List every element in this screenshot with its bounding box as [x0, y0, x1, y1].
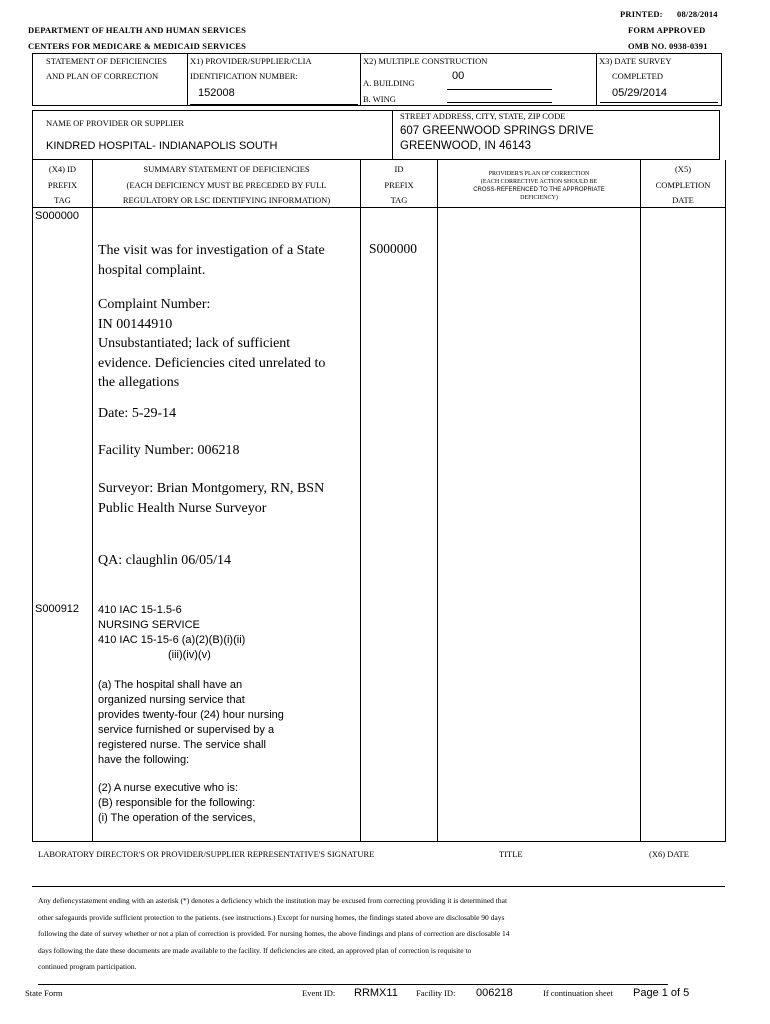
plan-header-1: PROVIDER'S PLAN OF CORRECTION — [488, 171, 590, 177]
department-title: DEPARTMENT OF HEALTH AND HUMAN SERVICES — [28, 25, 247, 35]
disclaimer: Any defiencystatement ending with an asterisk (*) denotes a deficiency which the institution may be excused from correcting providing it is determined that other safegaurds provide sufficient protection to the patients. (see instructions.) Except for nursing homes, the findings stated above are disclosable 90 days following the date of survey whether or not a plan of correction is provided. For nursing homes, the above findings and plans of correction are disclosable 14 days following the date these documents are made available to the facility. If deficiencies are cited, an approved plan of correction is requisite to continued program participation. — [38, 896, 510, 971]
provider-name-label: NAME OF PROVIDER OR SUPPLIER — [46, 118, 184, 128]
provider-id-value: 152008 — [198, 87, 235, 99]
prefix-tag-2: S000912 — [35, 603, 80, 615]
id-header-3: TAG — [390, 195, 408, 205]
address-label: STREET ADDRESS, CITY, STATE, ZIP CODE — [400, 111, 566, 121]
regulation-block: 410 IAC 15-1.5-6 NURSING SERVICE 410 IAC 15-15-6 (a)(2)(B)(i)(ii) (iii)(iv)(v) — [98, 604, 246, 661]
x4-header-2: PREFIX — [47, 180, 78, 190]
x2-label: X2) MULTIPLE CONSTRUCTION — [363, 56, 488, 66]
id-header-1: ID — [394, 164, 404, 174]
state-form-label: State Form — [25, 988, 63, 998]
complaint-block: Complaint Number: IN 00144910 Unsubstantiated; lack of sufficient evidence. Deficiencies cited unrelated to the allegations — [98, 297, 326, 390]
printed-label: PRINTED: — [620, 9, 663, 19]
building-label: A. BUILDING — [363, 78, 415, 88]
x1-label-1: X1) PROVIDER/SUPPLIER/CLIA — [190, 56, 312, 66]
title-label: TITLE — [499, 849, 523, 859]
x4-header-1: (X4) ID — [48, 164, 77, 174]
summary-header-2: (EACH DEFICIENCY MUST BE PRECEDED BY FULL — [126, 180, 327, 190]
omb-number: OMB NO. 0938-0391 — [628, 41, 708, 51]
address-line-1: 607 GREENWOOD SPRINGS DRIVE — [400, 125, 594, 137]
surveyor-block: Surveyor: Brian Montgomery, RN, BSN Public Health Nurse Surveyor — [98, 481, 325, 516]
plan-header-3: CROSS-REFERENCED TO THE APPROPRIATE — [473, 187, 605, 193]
page-number: Page 1 of 5 — [633, 987, 690, 999]
cms-title: CENTERS FOR MEDICARE & MEDICAID SERVICES — [28, 41, 247, 51]
x1-label-2: IDENTIFICATION NUMBER: — [190, 71, 298, 81]
plan-header-2: (EACH CORRECTIVE ACTION SHOULD BE — [480, 179, 598, 185]
visit-statement: The visit was for investigation of a State hospital complaint. — [98, 243, 325, 278]
survey-date-line: Date: 5-29-14 — [98, 406, 177, 421]
facility-id-value: 006218 — [476, 987, 513, 999]
plan-header-4: DEFICIENCY) — [520, 195, 558, 201]
x3-label-1: X3) DATE SURVEY — [599, 56, 672, 66]
statement-label-2: AND PLAN OF CORRECTION — [46, 71, 159, 81]
prefix-tag-1: S000000 — [35, 210, 80, 222]
x5-header-1: (X5) — [674, 164, 692, 174]
facility-number-line: Facility Number: 006218 — [98, 443, 240, 458]
x5-header-3: DATE — [672, 195, 694, 205]
event-id-label: Event ID: — [302, 988, 336, 998]
form-approved: FORM APPROVED — [628, 25, 706, 35]
x4-header-3: TAG — [54, 195, 71, 205]
id-header-2: PREFIX — [384, 180, 414, 190]
address-line-2: GREENWOOD, IN 46143 — [400, 140, 532, 152]
x6-date-label: (X6) DATE — [649, 849, 689, 859]
provider-name: KINDRED HOSPITAL- INDIANAPOLIS SOUTH — [46, 140, 278, 152]
survey-date-value: 05/29/2014 — [612, 87, 668, 99]
printed-date: 08/28/2014 — [677, 9, 718, 19]
qa-line: QA: claughlin 06/05/14 — [98, 553, 231, 568]
summary-header-3: REGULATORY OR LSC IDENTIFYING INFORMATION) — [122, 195, 331, 205]
x5-header-2: COMPLETION — [655, 180, 711, 190]
facility-id-label: Facility ID: — [416, 988, 456, 998]
paragraph-2: (2) A nurse executive who is: (B) responsible for the following: (i) The operation of the services, — [98, 782, 256, 824]
building-value: 00 — [452, 70, 465, 82]
continuation-label: If continuation sheet — [543, 988, 613, 998]
x3-label-2: COMPLETED — [612, 71, 663, 81]
id-tag-1: S000000 — [369, 241, 418, 256]
summary-header-1: SUMMARY STATEMENT OF DEFICIENCIES — [143, 164, 310, 174]
wing-label: B. WING — [363, 94, 396, 104]
paragraph-a: (a) The hospital shall have an organized nursing service that provides twenty-four (24) hour nursing service furnished or supervised by a registered nurse. The service shall have the following: — [98, 679, 284, 766]
signature-label: LABORATORY DIRECTOR'S OR PROVIDER/SUPPLIER REPRESENTATIVE'S SIGNATURE — [38, 849, 375, 859]
event-id-value: RRMX11 — [354, 987, 398, 999]
statement-label-1: STATEMENT OF DEFICIENCIES — [46, 56, 168, 66]
